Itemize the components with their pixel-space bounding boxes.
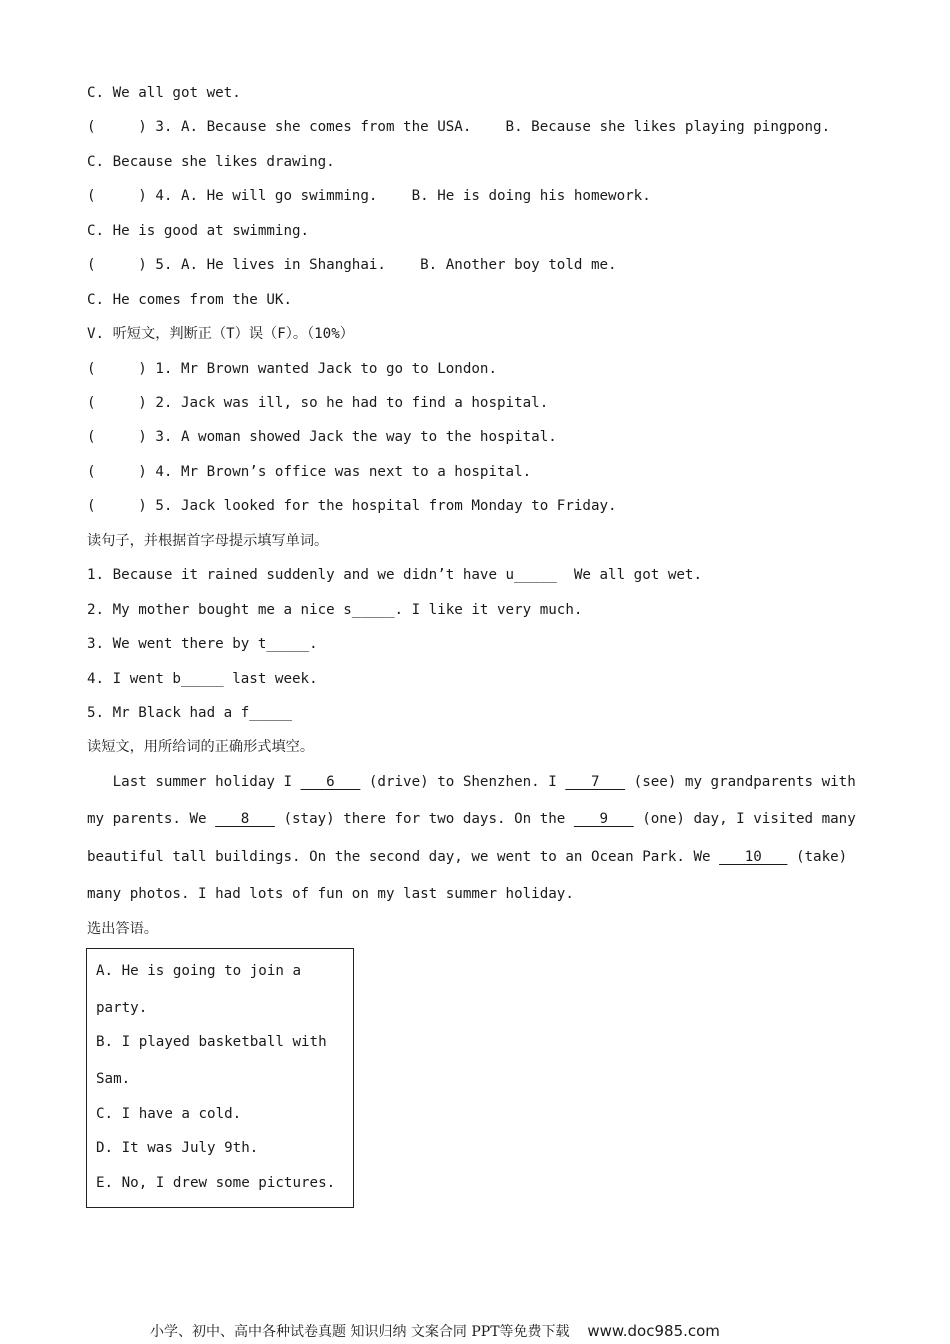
blank-6: 6 bbox=[300, 774, 361, 790]
passage-text: (drive) to Shenzhen. I bbox=[360, 774, 566, 790]
sentence-item: 2. My mother bought me a nice s_____. I like it very much. bbox=[87, 602, 583, 618]
question-item: ( ) 3. A. Because she comes from the USA. B. Because she likes playing pingpong. bbox=[87, 119, 831, 135]
section-heading: V. 听短文，判断正（T）误（F）。（10%） bbox=[87, 326, 354, 342]
section-heading: 读短文，用所给词的正确形式填空。 bbox=[87, 739, 315, 755]
question-item: ( ) 4. A. He will go swimming. B. He is doing his homework. bbox=[87, 188, 651, 204]
question-item: ( ) 4. Mr Brown’s office was next to a hospital. bbox=[87, 464, 532, 480]
passage-line bbox=[87, 772, 856, 792]
passage-text: beautiful tall buildings. On the second day, we went to an Ocean Park. We bbox=[87, 849, 720, 865]
option-text: C. Because she likes drawing. bbox=[87, 154, 335, 170]
sentence-item: 1. Because it rained suddenly and we didn’t have u_____ We all got wet. bbox=[87, 567, 702, 583]
answer-options-box bbox=[86, 948, 354, 1208]
answer-option: party. bbox=[96, 1000, 148, 1016]
sentence-item: 5. Mr Black had a f_____ bbox=[87, 705, 292, 721]
question-item: ( ) 3. A woman showed Jack the way to the hospital. bbox=[87, 429, 557, 445]
blank-10: 10 bbox=[719, 849, 788, 865]
option-text: C. We all got wet. bbox=[87, 85, 241, 101]
sentence-item: 4. I went b_____ last week. bbox=[87, 671, 318, 687]
footer-site-link[interactable]: www.doc985.com bbox=[587, 1322, 720, 1340]
passage-text: (stay) there for two days. On the bbox=[274, 811, 574, 827]
blank-9: 9 bbox=[573, 811, 634, 827]
passage-line bbox=[87, 847, 847, 867]
question-item: ( ) 1. Mr Brown wanted Jack to go to London. bbox=[87, 361, 497, 377]
question-item: ( ) 2. Jack was ill, so he had to find a hospital. bbox=[87, 395, 549, 411]
footer-text: 小学、初中、高中各种试卷真题 知识归纳 文案合同 PPT等免费下载 bbox=[150, 1324, 570, 1340]
answer-option: C. I have a cold. bbox=[96, 1106, 242, 1122]
answer-option: Sam. bbox=[96, 1071, 131, 1087]
passage-text: Last summer holiday I bbox=[87, 774, 301, 790]
answer-option: B. I played basketball with bbox=[96, 1034, 327, 1050]
section-heading: 选出答语。 bbox=[87, 921, 158, 937]
option-text: C. He comes from the UK. bbox=[87, 292, 292, 308]
passage-text: my parents. We bbox=[87, 811, 216, 827]
answer-option: A. He is going to join a bbox=[96, 963, 301, 979]
blank-7: 7 bbox=[565, 774, 626, 790]
passage-line bbox=[87, 809, 856, 829]
option-text: C. He is good at swimming. bbox=[87, 223, 310, 239]
passage-text: (see) my grandparents with bbox=[625, 774, 856, 790]
page-footer bbox=[150, 1322, 720, 1341]
answer-option: E. No, I drew some pictures. bbox=[96, 1175, 336, 1191]
section-heading: 读句子，并根据首字母提示填写单词。 bbox=[87, 533, 329, 549]
passage-text: (one) day, I visited many bbox=[633, 811, 856, 827]
answer-option: D. It was July 9th. bbox=[96, 1140, 259, 1156]
blank-8: 8 bbox=[215, 811, 275, 827]
question-item: ( ) 5. A. He lives in Shanghai. B. Another boy told me. bbox=[87, 257, 617, 273]
passage-text: (take) bbox=[787, 849, 848, 865]
passage-line: many photos. I had lots of fun on my last summer holiday. bbox=[87, 886, 574, 902]
sentence-item: 3. We went there by t_____. bbox=[87, 636, 318, 652]
question-item: ( ) 5. Jack looked for the hospital from Monday to Friday. bbox=[87, 498, 617, 514]
